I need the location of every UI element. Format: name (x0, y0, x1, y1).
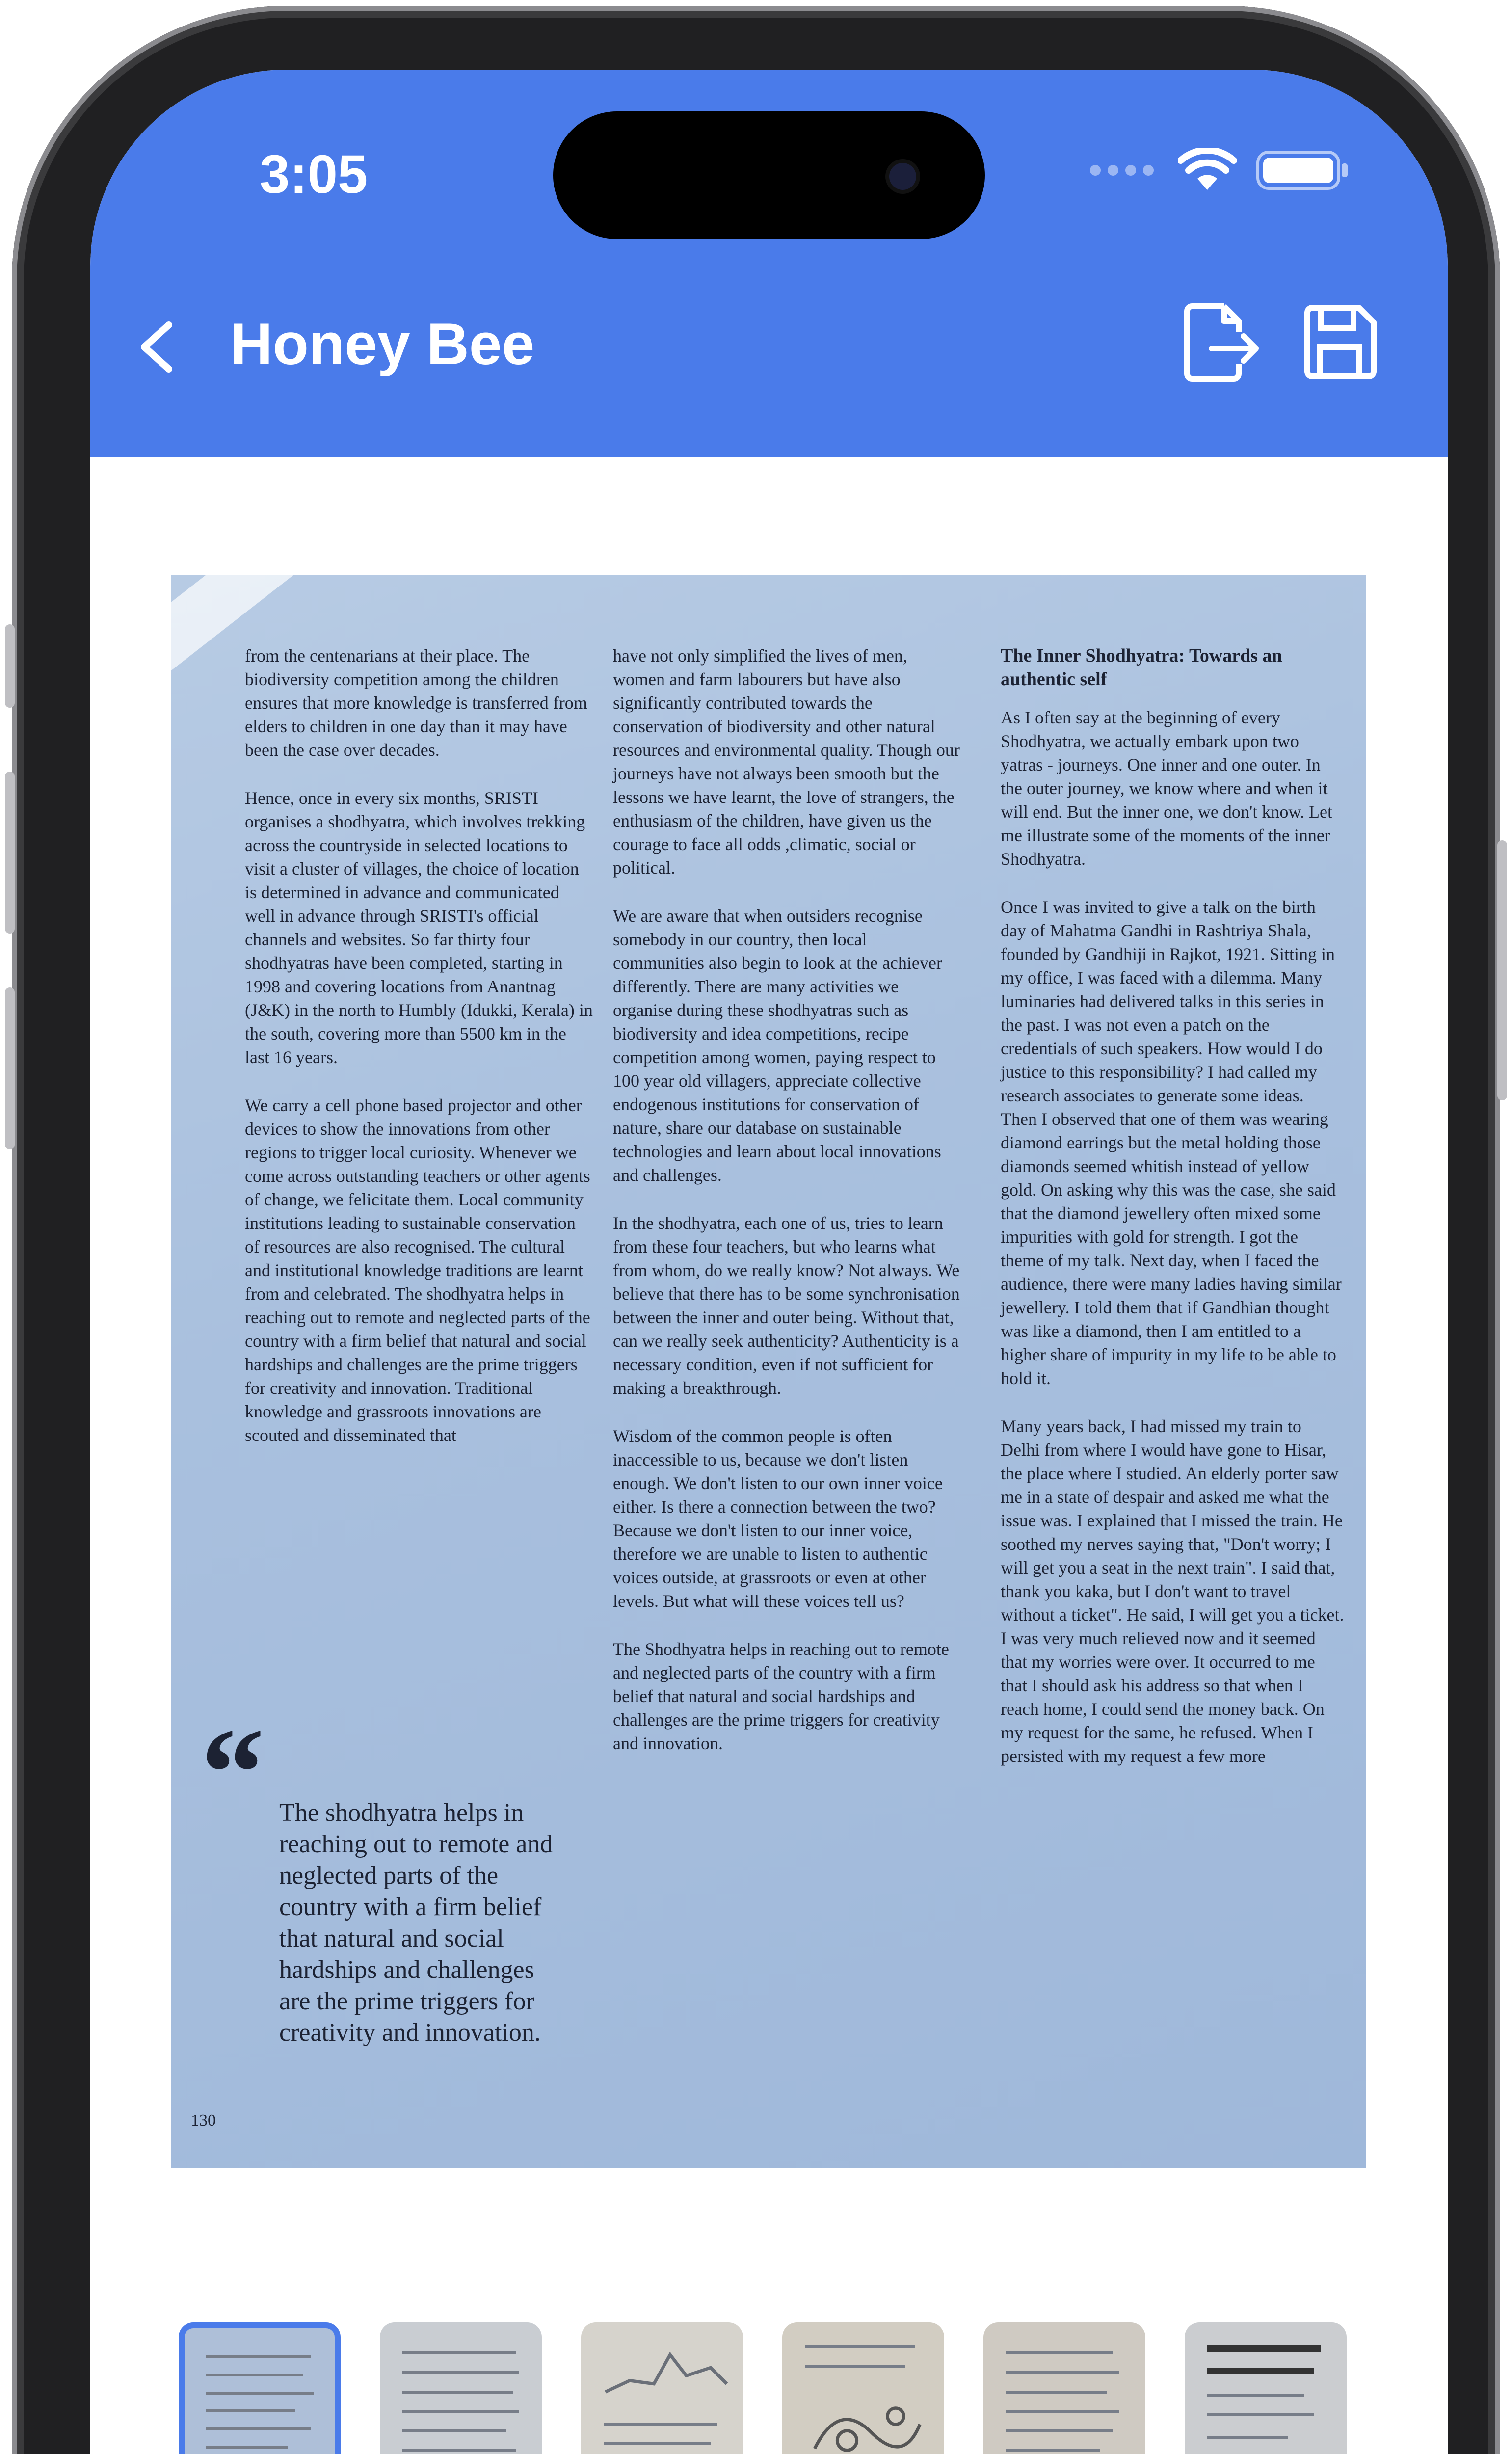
export-file-icon[interactable] (1177, 300, 1261, 384)
text-column-2 (613, 644, 961, 1780)
screen (90, 70, 1448, 2454)
thumbnail-page-3[interactable] (581, 2322, 743, 2454)
paragraph: Hence, once in every six months, SRISTI organises a shodhyatra, which involves trekking across the countryside in selected locations to visit a cluster of villages, the choice of location is determined in advance and communicated well in advance through SRISTI's official channels and websites. So far thirty four shodhyatras have been completed, starting in 1998 and covering locations from Anantnag (J&K) in the north to Humbly (Idukki, Kerala) in the south, covering more than 5500 km in the last 16 years. (245, 788, 593, 1067)
document-page-preview[interactable] (171, 575, 1366, 2168)
thumbnail-page-6[interactable] (1185, 2322, 1347, 2454)
volume-up-button (5, 772, 15, 934)
thumbnail-chart-icon (581, 2335, 743, 2408)
thumbnail-page-5[interactable] (983, 2322, 1145, 2454)
mute-switch (5, 624, 15, 708)
pull-quote: The shodhyatra helps in reaching out to remote and neglected parts of the country with a firm belief that natural and social hardships and challenges are the prime triggers for creativity and innovation. (279, 1799, 553, 2047)
signal-dots-icon (1089, 163, 1158, 178)
paragraph: Wisdom of the common people is often inaccessible to us, because we don't listen enough. We don't listen to our own inner voice either. Is there a connection between the two? Because we don't listen to our inner voice, therefore we are unable to listen to authentic voices outside, at grassroots or even at other levels. But what will these voices tell us? (613, 1426, 943, 1611)
paragraph: We are aware that when outsiders recognise somebody in our country, then local communities also begin to look at the achiever differently. There are many activities we organise during these shodhyatras such as biodiversity and idea competitions, recipe competition among women, paying respect to 100 year old villagers, appreciate collective endogenous institutions for conservation of nature, share our database on sustainable technologies and learn about local innovations and challenges. (613, 906, 942, 1185)
dynamic-island (553, 111, 985, 239)
thumbnail-page-1[interactable] (179, 2322, 341, 2454)
page-number: 130 (191, 2111, 216, 2130)
phone-frame (12, 6, 1500, 2454)
status-time: 3:05 (260, 144, 368, 205)
thumbnail-illustration-icon (782, 2384, 944, 2454)
power-button (1497, 840, 1507, 1100)
paragraph: have not only simplified the lives of men, women and farm labourers but have also significantly contributed towards the conservation of biodiversity and other natural resources and environmental quality. Though our journeys have not always been smooth but the lessons we have learnt, the love of strangers, the enthusiasm of the children, have given us the courage to face all odds ,climatic, social or political. (613, 646, 960, 878)
volume-down-button (5, 987, 15, 1149)
paragraph: The Shodhyatra helps in reaching out to remote and neglected parts of the country with a firm belief that natural and social hardships and challenges are the prime triggers for creativity and innovation. (613, 1639, 949, 1753)
chevron-left-icon[interactable] (127, 315, 186, 379)
content-area (90, 457, 1448, 2454)
text-column-1 (245, 644, 593, 1471)
status-icons (1089, 148, 1350, 192)
paragraph: from the centenarians at their place. The biodiversity competition among the children ensures that more knowledge is transferred from elders to children in one day than it may have been the case over decades. (245, 646, 587, 760)
paragraph: As I often say at the beginning of every Shodhyatra, we actually embark upon two yatras - journeys. One inner and one outer. In the outer journey, we know where and when it will end. But the inner one, we don't know. Let me illustrate some of the moments of the inner Shodhyatra. (1001, 708, 1333, 869)
camera-icon (889, 163, 916, 190)
paragraph: In the shodhyatra, each one of us, tries to learn from these four teachers, but who learns what from whom, do we really know? Not always. We believe that there has to be some synchronisation between the inner and outer being. Without that, can we really seek authenticity? Authenticity is a necessary condition, even if not sufficient for making a breakthrough. (613, 1213, 960, 1398)
page-thumbnails (179, 2322, 1366, 2454)
battery-icon (1256, 151, 1350, 190)
thumbnail-page-4[interactable] (782, 2322, 944, 2454)
paragraph: We carry a cell phone based projector and other devices to show the innovations from other regions to trigger local curiosity. Whenever we come across outstanding teachers or other agents of change, we felicitate them. Local community institutions leading to sustainable conservation of resources are also recognised. The cultural and institutional knowledge traditions are learnt from and celebrated. The shodhyatra helps in reaching out to remote and neglected parts of the country with a firm belief that natural and social hardships and challenges are the prime triggers for creativity and innovation. Traditional knowledge and grassroots innovations are scouted and disseminated that (245, 1095, 590, 1445)
text-column-3 (1001, 644, 1344, 1792)
wifi-icon (1178, 148, 1237, 192)
section-heading: The Inner Shodhyatra: Towards an authentic self (1001, 645, 1282, 690)
paragraph: Many years back, I had missed my train to Delhi from where I would have gone to Hisar, the place where I studied. An elderly porter saw me in a state of despair and asked me what the issue was. I explained that I missed the train. He soothed my nerves saying that, "Don't worry; I will get you a seat in the next train". I said that, thank you kaka, but I don't want to travel without a ticket". He said, I will get you a ticket. I was very much relieved now and it seemed that my worries were over. It occurred to me that I should ask his address so that when I reach home, I could send the money back. On my request for the same, he refused. When I persisted with my request a few more (1001, 1416, 1344, 1766)
top-bar (90, 70, 1448, 457)
thumbnail-page-2[interactable] (380, 2322, 542, 2454)
save-icon[interactable] (1298, 300, 1381, 384)
paragraph: Once I was invited to give a talk on the birth day of Mahatma Gandhi in Rashtriya Shala, founded by Gandhiji in Rajkot, 1921. Sitting in my office, I was faced with a dilemma. Many luminaries had delivered talks in this series in the past. I was not even a patch on the credentials of such speakers. How would I do justice to this responsibility? I had called my research associates to generate some ideas. Then I observed that one of them was wearing diamond earrings but the metal holding those diamonds seemed whitish instead of yellow gold. On asking why this was the case, she said that the diamond jewellery often mixed some impurities with gold for strength. I got the theme of my talk. Next day, when I faced the audience, there were many ladies having similar jewellery. I told them that if Gandhian thought was like a diamond, then I am entitled to a higher share of impurity in my life to be able to hold it. (1001, 897, 1342, 1388)
document-title: Honey Bee (230, 311, 535, 377)
quote-mark-icon: “ (201, 1702, 265, 1843)
